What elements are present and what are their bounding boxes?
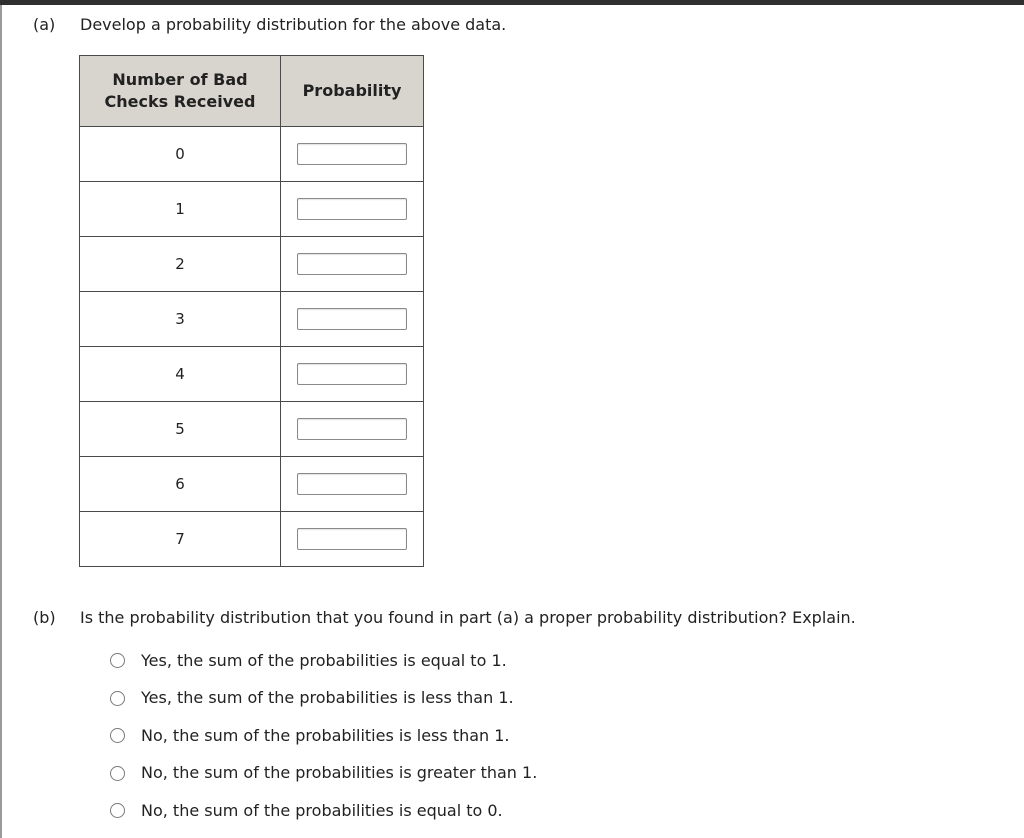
- bad-checks-value: 2: [80, 237, 281, 292]
- answer-option[interactable]: [110, 792, 537, 830]
- table-row: [80, 347, 424, 402]
- part-a-prompt: Develop a probability distribution for the above data.: [80, 15, 507, 34]
- probability-cell: [281, 127, 424, 182]
- table-row: [80, 237, 424, 292]
- probability-cell: [281, 292, 424, 347]
- probability-input[interactable]: [297, 528, 407, 550]
- bad-checks-value: 0: [80, 127, 281, 182]
- probability-input[interactable]: [297, 253, 407, 275]
- probability-cell: [281, 182, 424, 237]
- radio-button[interactable]: [110, 691, 125, 706]
- answer-option[interactable]: [110, 642, 537, 680]
- probability-input[interactable]: [297, 418, 407, 440]
- probability-cell: [281, 457, 424, 512]
- answer-option[interactable]: [110, 717, 537, 755]
- bad-checks-value: 7: [80, 512, 281, 567]
- table-row: [80, 402, 424, 457]
- bad-checks-value: 4: [80, 347, 281, 402]
- part-b-label: (b): [33, 608, 56, 627]
- table-header-row: [80, 56, 424, 127]
- probability-input[interactable]: [297, 308, 407, 330]
- part-b-prompt: Is the probability distribution that you found in part (a) a proper probability distribution? Explain.: [80, 608, 856, 627]
- probability-cell: [281, 347, 424, 402]
- option-label: No, the sum of the probabilities is less than 1.: [141, 725, 510, 745]
- table-row: [80, 182, 424, 237]
- probability-cell: [281, 237, 424, 292]
- option-label: No, the sum of the probabilities is equal to 0.: [141, 800, 503, 820]
- table-row: [80, 512, 424, 567]
- top-bar: [0, 0, 1024, 5]
- answer-option[interactable]: [110, 680, 537, 718]
- option-label: No, the sum of the probabilities is greater than 1.: [141, 763, 538, 783]
- probability-input[interactable]: [297, 198, 407, 220]
- answer-options: [110, 642, 537, 830]
- probability-cell: [281, 402, 424, 457]
- bad-checks-value: 6: [80, 457, 281, 512]
- probability-table: [79, 55, 424, 567]
- probability-cell: [281, 512, 424, 567]
- option-label: Yes, the sum of the probabilities is less than 1.: [141, 688, 514, 708]
- bad-checks-value: 1: [80, 182, 281, 237]
- table-row: [80, 292, 424, 347]
- table-row: [80, 457, 424, 512]
- header-bad-checks: Number of Bad Checks Received: [80, 56, 281, 127]
- header-probability: Probability: [281, 56, 424, 127]
- part-a-label: (a): [33, 15, 56, 34]
- table-row: [80, 127, 424, 182]
- probability-input[interactable]: [297, 473, 407, 495]
- left-border: [0, 5, 2, 838]
- probability-input[interactable]: [297, 143, 407, 165]
- radio-button[interactable]: [110, 803, 125, 818]
- bad-checks-value: 5: [80, 402, 281, 457]
- radio-button[interactable]: [110, 653, 125, 668]
- answer-option[interactable]: [110, 755, 537, 793]
- probability-input[interactable]: [297, 363, 407, 385]
- option-label: Yes, the sum of the probabilities is equal to 1.: [141, 650, 507, 670]
- bad-checks-value: 3: [80, 292, 281, 347]
- radio-button[interactable]: [110, 766, 125, 781]
- radio-button[interactable]: [110, 728, 125, 743]
